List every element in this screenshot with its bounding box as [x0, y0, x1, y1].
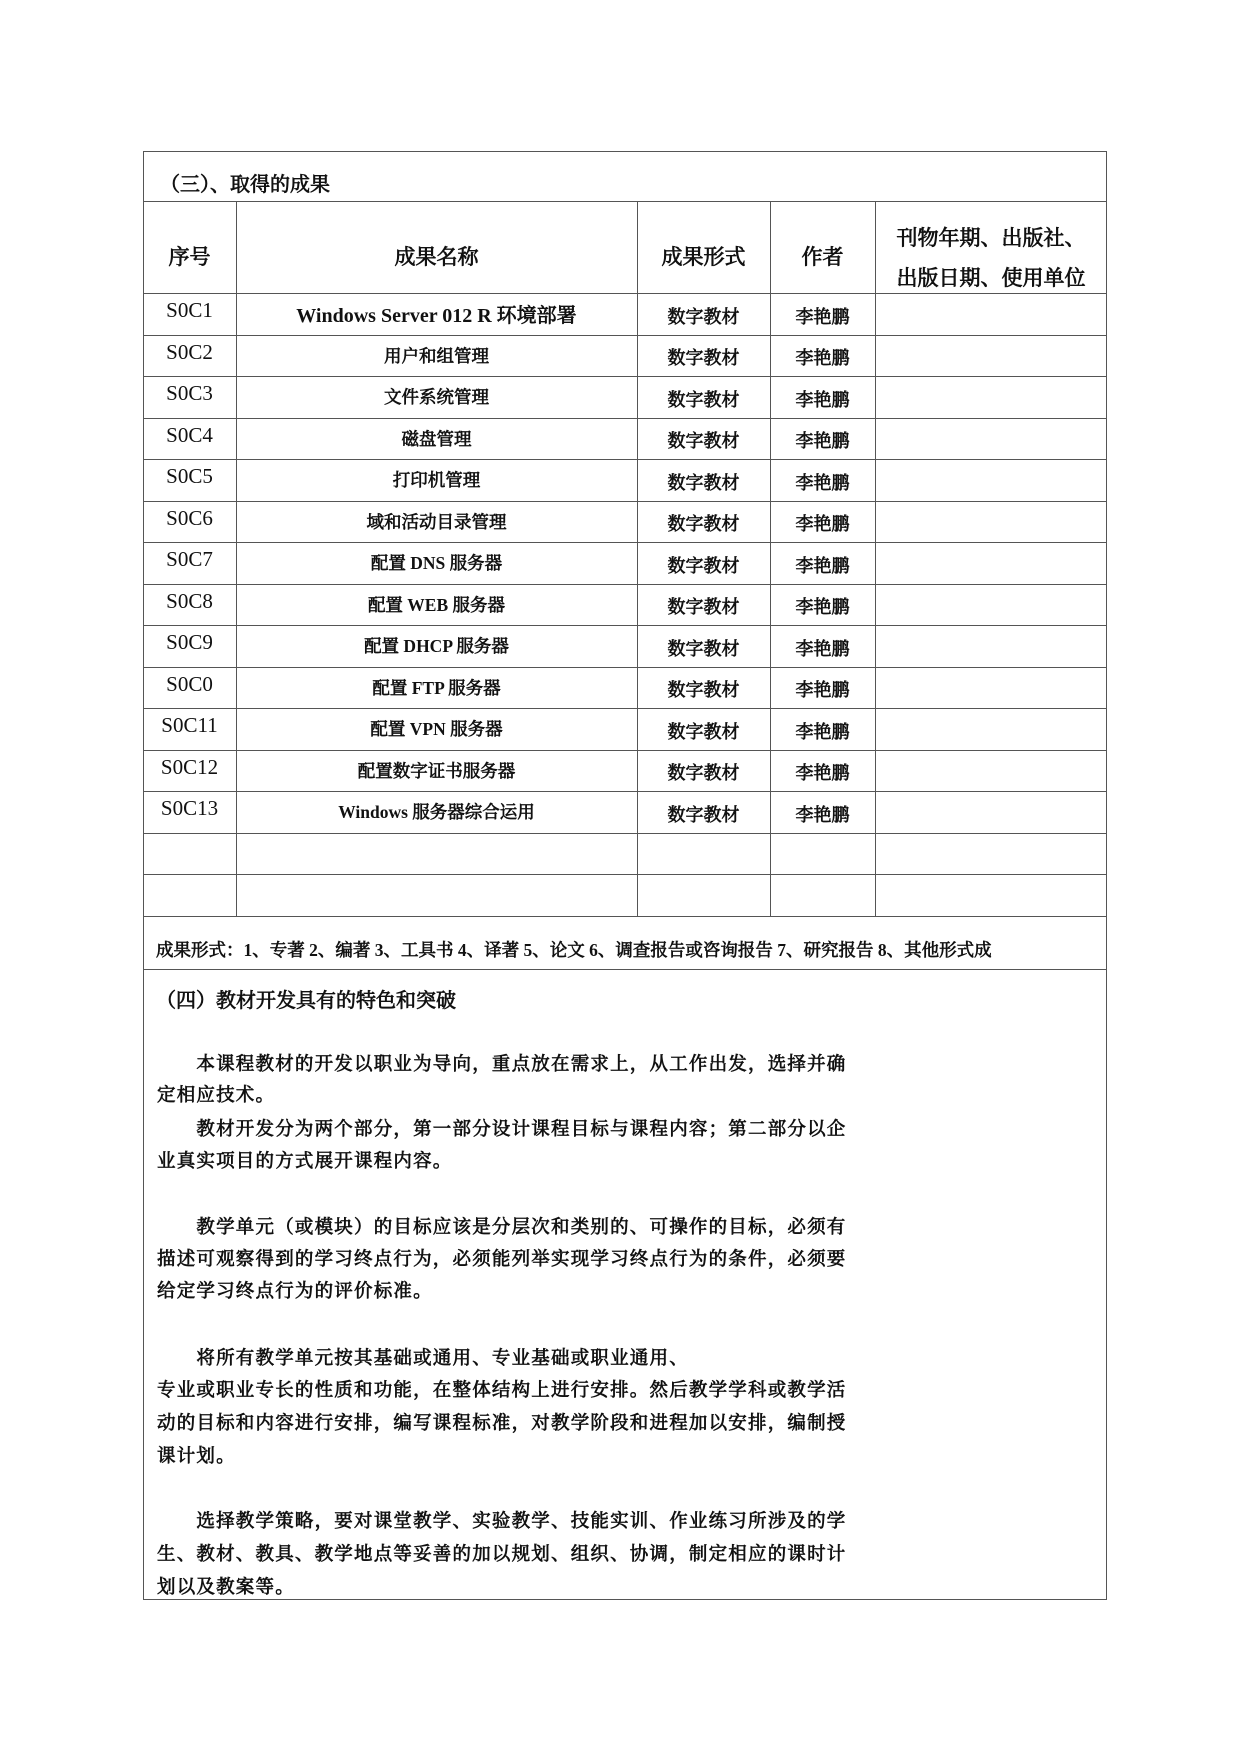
result-author: 李艳鹏	[795, 348, 850, 369]
row-number: S0C3	[166, 381, 213, 405]
paragraph-line: 专业或职业专长的性质和功能，在整体结构上进行安排。然后教学学科或教学活	[157, 1380, 847, 1401]
row-number: S0C4	[166, 422, 213, 447]
row-number: S0C5	[166, 464, 213, 488]
result-form: 数字教材	[667, 680, 740, 701]
result-name: 配置 WEB 服务器	[367, 594, 506, 615]
divider	[143, 201, 1107, 202]
result-form: 数字教材	[667, 389, 740, 411]
result-author: 李艳鹏	[795, 638, 850, 660]
header-form: 成果形式	[661, 245, 746, 269]
result-name: 磁盘管理	[401, 428, 472, 449]
result-form: 数字教材	[667, 804, 740, 826]
paragraph-line: 生、教材、教具、教学地点等妥善的加以规划、组织、协调，制定相应的课时计	[157, 1544, 847, 1565]
result-author: 李艳鹏	[795, 472, 850, 494]
result-form: 数字教材	[667, 638, 740, 660]
row-number: S0C9	[166, 630, 213, 654]
row-number: S0C8	[166, 588, 213, 613]
result-name: 打印机管理	[392, 470, 481, 490]
row-number: S0C7	[166, 547, 213, 571]
section-3-title: （三）、取得的成果	[160, 174, 330, 196]
paragraph-line: 描述可观察得到的学习终点行为，必须能列举实现学习终点行为的条件，必须要	[157, 1249, 847, 1270]
row-number: S0C1	[166, 298, 213, 322]
result-name: Windows Server 012 R 环境部署	[296, 305, 577, 327]
result-name: 域和活动目录管理	[366, 511, 507, 532]
column-divider	[875, 201, 876, 916]
result-form: 数字教材	[667, 514, 740, 535]
result-name: 配置 DHCP 服务器	[364, 636, 509, 656]
result-author: 李艳鹏	[795, 514, 850, 535]
header-author: 作者	[801, 245, 844, 269]
result-author: 李艳鹏	[795, 680, 850, 701]
paragraph-line: 教学单元（或模块）的目标应该是分层次和类别的、可操作的目标，必须有	[157, 1217, 847, 1238]
paragraph-line: 业真实项目的方式展开课程内容。	[157, 1151, 453, 1172]
result-name: 配置 VPN 服务器	[370, 719, 503, 739]
result-form: 数字教材	[667, 721, 740, 743]
divider	[143, 874, 1107, 875]
header-pub-line2: 出版日期、使用单位	[896, 266, 1086, 290]
result-name: 配置 DNS 服务器	[370, 553, 503, 573]
divider	[143, 969, 1107, 970]
row-number: S0C2	[166, 339, 213, 364]
divider	[143, 916, 1107, 917]
result-author: 李艳鹏	[795, 804, 850, 826]
paragraph-line: 给定学习终点行为的评价标准。	[157, 1281, 433, 1302]
result-name: 用户和组管理	[384, 345, 489, 366]
paragraph-line: 将所有教学单元按其基础或通用、专业基础或职业通用、	[157, 1348, 689, 1369]
result-author: 李艳鹏	[795, 306, 850, 328]
result-form: 数字教材	[667, 306, 740, 328]
paragraph-line: 教材开发分为两个部分，第一部分设计课程目标与课程内容；第二部分以企	[157, 1119, 847, 1140]
result-name: 文件系统管理	[384, 387, 489, 407]
result-name: Windows 服务器综合运用	[338, 802, 535, 822]
section-4-title: （四）教材开发具有的特色和突破	[156, 990, 456, 1012]
paragraph-line: 动的目标和内容进行安排，编写课程标准，对教学阶段和进程加以安排，编制授	[157, 1413, 847, 1434]
result-author: 李艳鹏	[795, 763, 850, 784]
result-form: 数字教材	[667, 597, 740, 618]
paragraph-line: 课计划。	[157, 1446, 236, 1467]
result-author: 李艳鹏	[795, 597, 850, 618]
paragraph-line: 划以及教案等。	[157, 1577, 295, 1598]
result-author: 李艳鹏	[795, 431, 850, 452]
footnote: 成果形式：1、专著 2、编著 3、工具书 4、译著 5、论文 6、调查报告或咨询报告 7、研究报告 8、其他形式成	[156, 940, 992, 960]
result-form: 数字教材	[667, 763, 740, 784]
result-name: 配置数字证书服务器	[357, 760, 516, 781]
header-name: 成果名称	[394, 245, 479, 269]
row-number: S0C0	[166, 671, 213, 696]
result-form: 数字教材	[667, 555, 740, 577]
result-form: 数字教材	[667, 431, 740, 452]
header-no: 序号	[168, 245, 211, 269]
row-number: S0C11	[161, 713, 218, 737]
paragraph-line: 定相应技术。	[157, 1085, 276, 1106]
row-number: S0C13	[160, 796, 219, 820]
paragraph-line: 选择教学策略，要对课堂教学、实验教学、技能实训、作业练习所涉及的学	[157, 1511, 847, 1532]
header-pub-line1: 刊物年期、出版社、	[896, 226, 1086, 250]
divider	[143, 833, 1107, 834]
result-author: 李艳鹏	[795, 721, 850, 743]
result-author: 李艳鹏	[795, 555, 850, 577]
result-author: 李艳鹏	[795, 389, 850, 411]
result-form: 数字教材	[667, 472, 740, 494]
paragraph-line: 本课程教材的开发以职业为导向，重点放在需求上，从工作出发，选择并确	[157, 1054, 847, 1075]
row-number: S0C6	[166, 505, 213, 530]
result-name: 配置 FTP 服务器	[372, 677, 501, 698]
row-number: S0C12	[160, 754, 219, 779]
result-form: 数字教材	[667, 348, 740, 369]
